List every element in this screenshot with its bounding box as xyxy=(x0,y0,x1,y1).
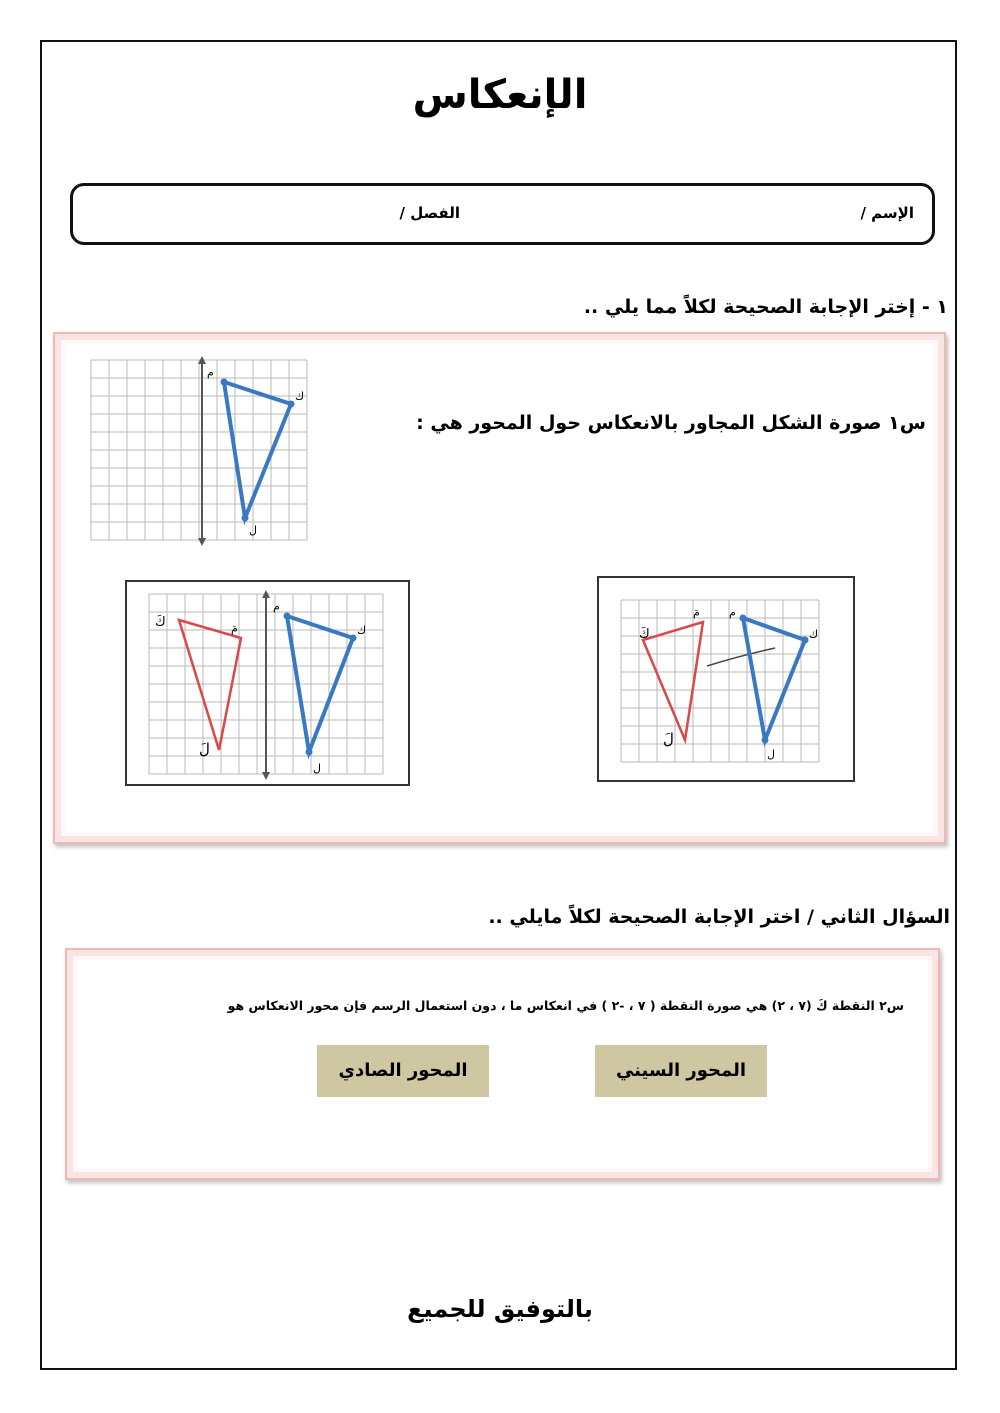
vertex-k-label: ك xyxy=(295,390,305,403)
option-a-vertex-k-prime: كَ xyxy=(155,615,166,630)
option-b-vertex-l-prime: لَ xyxy=(663,730,674,748)
answer-option-a-figure[interactable] xyxy=(125,580,410,786)
option-a-vertex-m-prime: مَ xyxy=(231,622,238,635)
option-a-vertex-k: ك xyxy=(357,624,367,637)
section1-heading: ١ - إختر الإجابة الصحيحة لكلاً مما يلي .. xyxy=(583,296,948,318)
footer-text: بالتوفيق للجميع xyxy=(407,1295,593,1323)
option-b-vertex-k-prime: كَ xyxy=(639,627,650,642)
original-figure xyxy=(85,354,317,546)
option-b-svg xyxy=(599,578,853,780)
option-a-svg xyxy=(127,582,408,784)
option-b-vertex-k: ك xyxy=(809,628,819,641)
option-a-vertex-l-prime: لَ xyxy=(199,740,210,758)
option-x-axis-button[interactable]: المحور السيني xyxy=(595,1045,767,1097)
question1-panel xyxy=(53,332,946,844)
name-label: الإسم / xyxy=(860,204,914,222)
option-y-axis-button[interactable]: المحور الصادي xyxy=(317,1045,489,1097)
page-title: الإنعكاس xyxy=(412,72,588,118)
class-label: الفصل / xyxy=(399,204,460,222)
option-a-vertex-m: م xyxy=(273,600,280,613)
question2-panel xyxy=(65,948,940,1180)
option-b-vertex-l: ل xyxy=(767,748,775,761)
question1-text: س١ صورة الشكل المجاور بالانعكاس حول المحور هي : xyxy=(416,412,926,434)
vertex-m-label: م xyxy=(207,366,214,379)
option-b-vertex-m-prime: مَ xyxy=(693,606,700,619)
section2-heading: السؤال الثاني / اختر الإجابة الصحيحة لكلاً مايلي .. xyxy=(488,906,950,928)
question2-text: س٢ النقطة كَ (٧ ، ٢) هي صورة النقطة ( ٧ ، -٢ ) في انعكاس ما ، دون استعمال الرسم فإن محور الانعكاس هو xyxy=(227,998,904,1013)
option-a-vertex-l: ل xyxy=(313,762,321,775)
answer-option-b-figure[interactable] xyxy=(597,576,855,782)
original-figure-svg xyxy=(85,354,317,546)
vertex-l-label: ل xyxy=(249,524,257,537)
student-info-box xyxy=(70,183,935,245)
option-b-vertex-m: م xyxy=(729,606,736,619)
